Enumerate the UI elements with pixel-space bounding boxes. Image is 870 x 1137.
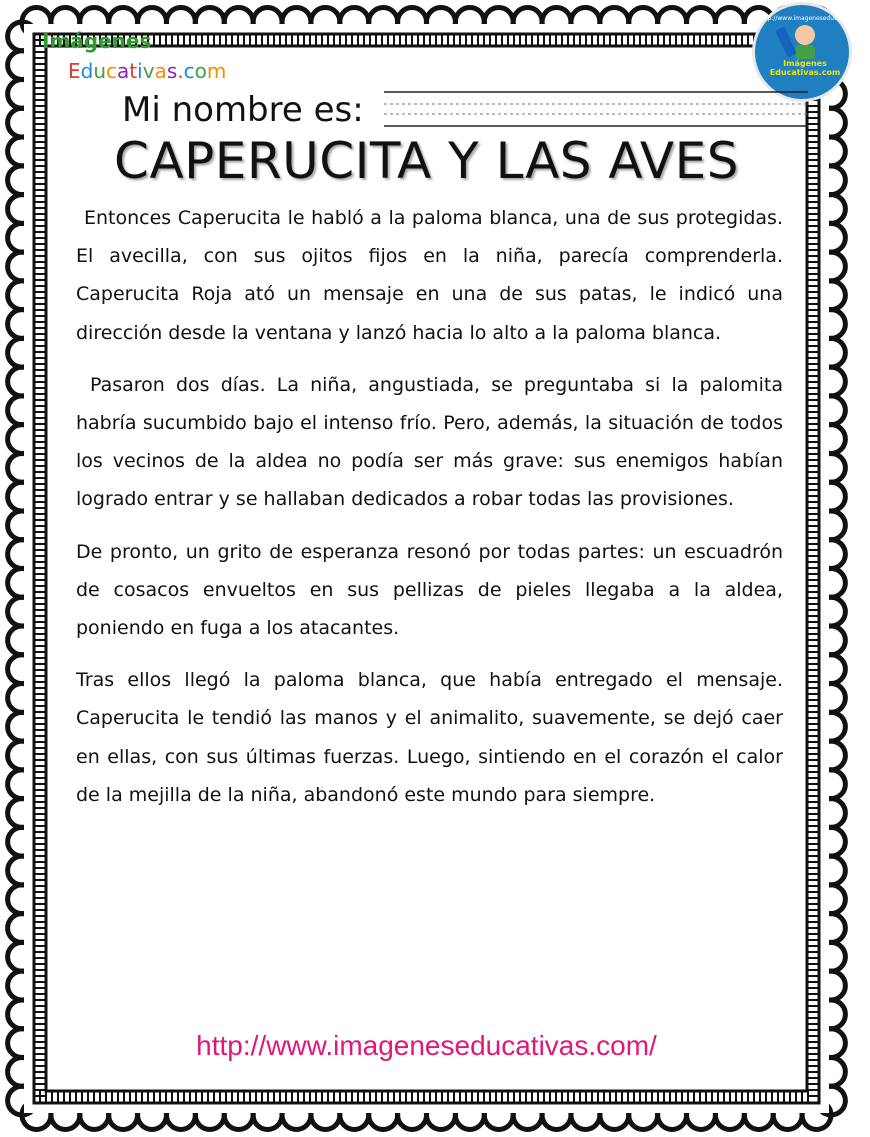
brand-letter: a [117,59,130,83]
paragraph: Pasaron dos días. La niña, angustiada, se preguntaba si la palomita habría sucumbido bajo el intenso frío. Pero, además, la situación de todos los vecinos de la aldea no podía ser más grave: sus enemigos habían logrado entrar y se hallaban dedicados a robar todas las provisiones. [76,373,783,511]
brand-letter: c [183,59,195,83]
website-link[interactable]: http://www.imageneseducativas.com/ [196,1030,657,1061]
brand-line1: Imágenes [42,29,152,53]
logo-text: Imágenes Educativas.com [769,59,841,77]
brand-letter: u [93,59,107,83]
story-text [76,199,783,828]
brand-letter: i [137,59,143,83]
brand-letter: . [177,59,184,83]
name-label: Mi nombre es: [122,90,364,130]
paragraph: Tras ellos llegó la paloma blanca, que había entregado el mensaje. Caperucita le tendió las manos y el animalito, suavemente, se dejó caer en ellas, con sus últimas fuerzas. Luego, sintiendo en el corazón el calor de la mejilla de la niña, abandonó este mundo para siempre. [76,669,783,806]
brand-logo [42,30,302,90]
brand-letter: c [106,59,118,83]
brand-letter: E [68,59,81,83]
brand-letter: a [154,59,167,83]
page-title: CAPERUCITA Y LAS AVES [114,132,739,190]
brand-line2 [68,60,226,82]
brand-letter: m [206,59,227,83]
brand-letter: d [80,59,94,83]
brand-letter: s [166,59,178,83]
logo-url-text: http://www.imageneseducativas.com [759,15,870,22]
brand-letter: t [129,59,138,83]
paragraph: De pronto, un grito de esperanza resonó por todas partes: un escuadrón de cosacos envueltos en sus pellizas de pieles llegaba a la aldea, poniendo en fuga a los atacantes. [76,540,783,640]
name-write-lines[interactable] [384,86,808,128]
brand-letter: v [142,59,155,83]
brand-letter: o [194,59,207,83]
paragraph: Entonces Caperucita le habló a la paloma blanca, una de sus protegidas. El avecilla, con sus ojitos fijos en la niña, parecía comprenderla. Caperucita Roja ató un mensaje en una de sus patas, le indicó una dirección desde la ventana y lanzó hacia lo alto a la paloma blanca. [76,207,783,344]
